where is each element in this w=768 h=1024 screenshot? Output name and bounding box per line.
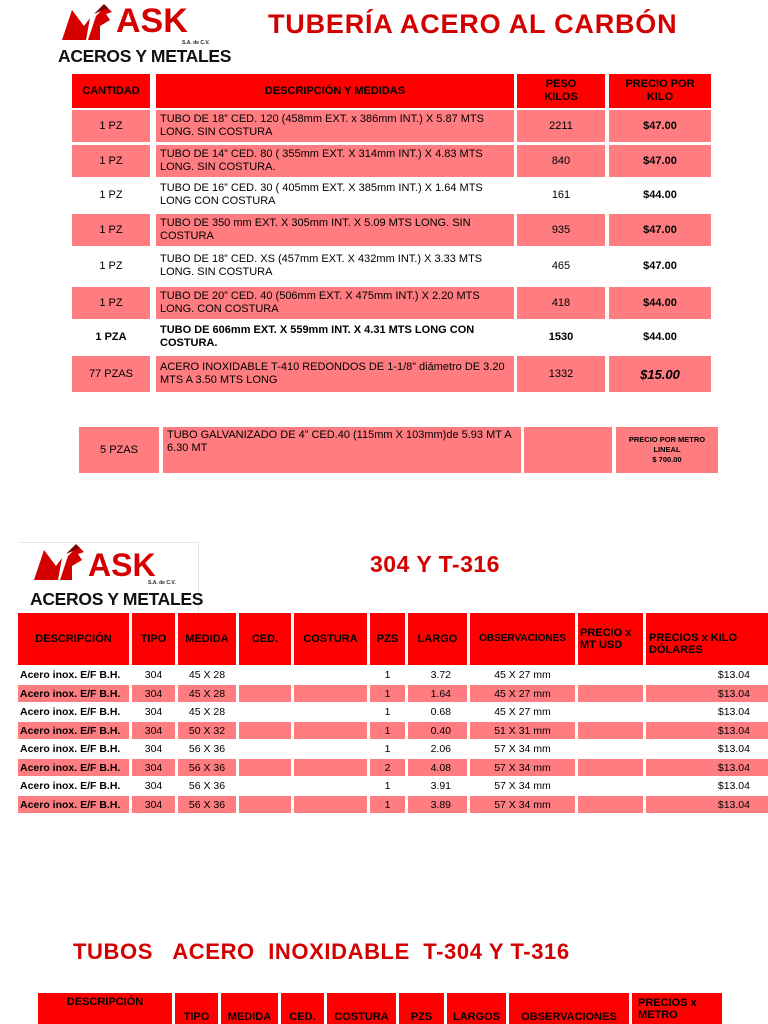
table-row-precio: $44.00 xyxy=(643,330,677,343)
cell-medida: 56 X 36 xyxy=(188,779,226,792)
cell-pzs: 1 xyxy=(370,722,405,739)
table-row-qty: 1 PZ xyxy=(72,287,150,319)
header-tipo: TIPO xyxy=(132,613,175,665)
header-costura: COSTURA xyxy=(327,993,396,1024)
cell-largo: 2.06 xyxy=(430,742,451,755)
table-row-desc xyxy=(156,214,514,246)
cell-costura xyxy=(294,740,367,757)
table-row-precio: $44.00 xyxy=(643,188,677,201)
cell-descripcion: Acero inox. E/F B.H. xyxy=(18,796,129,813)
desc-text: TUBO DE 16” CED. 30 ( 405mm EXT. X 385mm INT.) X 1.64 MTS LONG CON COSTURA xyxy=(160,182,483,207)
cell-largo: 4.08 xyxy=(408,759,467,776)
cell-tipo: 304 xyxy=(132,722,175,739)
cell-observaciones: 45 X 27 mm xyxy=(494,668,551,681)
table-row-qty: 1 PZ xyxy=(72,145,150,177)
cell-pzs: 1 xyxy=(384,779,391,792)
cell-medida: 45 X 28 xyxy=(178,685,236,702)
cell-medida: 56 X 36 xyxy=(188,742,226,755)
cell-pzs: 1 xyxy=(370,796,405,813)
cell-precio-mt xyxy=(578,796,643,813)
table-row-peso: 161 xyxy=(551,188,571,201)
cell-observaciones: 51 X 31 mm xyxy=(470,722,575,739)
galv-row-precio xyxy=(616,427,718,473)
table-row-qty: 77 PZAS xyxy=(72,356,150,392)
header-pzs: PZS xyxy=(370,613,405,665)
table-row-desc xyxy=(156,321,514,353)
header-largo: LARGO xyxy=(408,613,467,665)
cell-descripcion: Acero inox. E/F B.H. xyxy=(18,759,129,776)
table-row-desc xyxy=(156,356,514,392)
cell-observaciones: 57 X 34 mm xyxy=(470,759,575,776)
cell-ced xyxy=(239,722,291,739)
cell-costura xyxy=(294,722,367,739)
cell-medida: 56 X 36 xyxy=(178,796,236,813)
cell-precio-kilo: $13.04 xyxy=(646,759,768,776)
cell-descripcion: Acero inox. E/F B.H. xyxy=(20,705,121,718)
cell-tipo: 304 xyxy=(144,668,163,681)
cell-precio-kilo: $13.04 xyxy=(717,742,750,755)
table-row-qty: 1 PZ xyxy=(72,110,150,142)
cell-observaciones: 57 X 34 mm xyxy=(470,796,575,813)
header-costura: COSTURA xyxy=(294,613,367,665)
desc-text: TUBO DE 20” CED. 40 (506mm EXT. X 475mm INT.) X 2.20 MTS LONG. CON COSTURA xyxy=(160,290,480,315)
company-logo xyxy=(58,2,232,68)
header-cantidad: CANTIDAD xyxy=(72,74,150,108)
section2-title: 304 Y T-316 xyxy=(370,551,500,577)
cell-largo: 3.89 xyxy=(408,796,467,813)
cell-precio-kilo: $13.04 xyxy=(717,705,750,718)
section1-title: TUBERÍA ACERO AL CARBÓN xyxy=(268,9,678,39)
cell-pzs: 1 xyxy=(370,685,405,702)
table-row-peso: 1332 xyxy=(517,356,605,392)
cell-ced xyxy=(239,666,291,683)
table-row-precio: $47.00 xyxy=(609,145,711,177)
table-row-desc xyxy=(156,110,514,142)
header-precio: PRECIO POR KILO xyxy=(609,74,711,108)
cell-tipo: 304 xyxy=(132,796,175,813)
cell-medida: 45 X 28 xyxy=(188,705,226,718)
cell-costura xyxy=(294,759,367,776)
eagle-logo-icon xyxy=(60,4,122,42)
cell-precio-kilo: $13.04 xyxy=(646,685,768,702)
cell-ced xyxy=(239,703,291,720)
cell-costura xyxy=(294,777,367,794)
table-row-precio: $47.00 xyxy=(609,110,711,142)
cell-largo: 0.40 xyxy=(408,722,467,739)
cell-medida: 56 X 36 xyxy=(178,759,236,776)
cell-precio-mt xyxy=(578,666,643,683)
cell-precio-kilo: $13.04 xyxy=(646,722,768,739)
desc-text: TUBO DE 14” CED. 80 ( 355mm EXT. X 314mm INT.) X 4.83 MTS LONG. SIN COSTURA. xyxy=(160,148,483,173)
cell-largo: 1.64 xyxy=(408,685,467,702)
cell-costura xyxy=(294,685,367,702)
cell-pzs: 1 xyxy=(384,742,391,755)
table-row-desc xyxy=(156,287,514,319)
cell-observaciones: 45 X 27 mm xyxy=(470,685,575,702)
table-row-peso: 2211 xyxy=(517,110,605,142)
table-row-peso: 840 xyxy=(517,145,605,177)
cell-precio-mt xyxy=(578,777,643,794)
table-row-precio: $44.00 xyxy=(609,287,711,319)
header-observaciones: OBSERVACIONES xyxy=(470,613,575,665)
table-row-peso: 418 xyxy=(517,287,605,319)
cell-ced xyxy=(239,796,291,813)
desc-text: ACERO INOXIDABLE T-410 REDONDOS DE 1-1/8” diámetro DE 3.20 MTS A 3.50 MTS LONG xyxy=(160,361,505,386)
header-tipo: TIPO xyxy=(175,993,218,1024)
cell-tipo: 304 xyxy=(144,779,163,792)
galv-row-qty: 5 PZAS xyxy=(79,427,159,473)
table-row-desc xyxy=(156,249,514,283)
logo-tagline: ACEROS Y METALES xyxy=(30,589,204,609)
cell-descripcion: Acero inox. E/F B.H. xyxy=(20,742,121,755)
logo-tagline: ACEROS Y METALES xyxy=(58,46,232,66)
cell-precio-mt xyxy=(578,759,643,776)
cell-precio-mt xyxy=(578,703,643,720)
desc-text: TUBO GALVANIZADO DE 4” CED.40 (115mm X 103mm)de 5.93 MT A 6.30 MT xyxy=(167,429,511,454)
cell-observaciones: 57 X 34 mm xyxy=(494,742,551,755)
header-precio-kilo: PRECIOS x KILO DÓLARES xyxy=(646,613,768,665)
header-precio-mt: PRECIO x MT USD xyxy=(578,613,643,665)
cell-observaciones: 57 X 34 mm xyxy=(494,779,551,792)
logo-brand: ASK xyxy=(88,547,156,583)
cell-precio-kilo: $13.04 xyxy=(717,779,750,792)
precio-value: $ 700.00 xyxy=(652,455,682,464)
header-descripcion: DESCRIPCIÓN xyxy=(18,613,129,665)
cell-descripcion: Acero inox. E/F B.H. xyxy=(20,779,121,792)
cell-largo: 0.68 xyxy=(430,705,451,718)
header-descripcion: DESCRIPCIÓN Y MEDIDAS xyxy=(156,74,514,108)
header-peso: PESO KILOS xyxy=(517,74,605,108)
section3-title: TUBOS ACERO INOXIDABLE T-304 Y T-316 xyxy=(73,939,570,964)
cell-precio-mt xyxy=(578,740,643,757)
cell-costura xyxy=(294,796,367,813)
header-descripcion: DESCRIPCIÓN xyxy=(38,993,172,1024)
desc-text: TUBO DE 606mm EXT. X 559mm INT. X 4.31 MTS LONG CON COSTURA. xyxy=(160,324,475,349)
cell-largo: 3.91 xyxy=(430,779,451,792)
cell-precio-mt xyxy=(578,685,643,702)
cell-pzs: 2 xyxy=(370,759,405,776)
table-row-qty: 1 PZ xyxy=(99,188,123,201)
table-row-qty: 1 PZ xyxy=(72,214,150,246)
table-row-precio: $47.00 xyxy=(609,214,711,246)
table-row-qty: 1 PZ xyxy=(99,259,123,272)
cell-medida: 50 X 32 xyxy=(178,722,236,739)
company-logo xyxy=(30,544,204,610)
cell-descripcion: Acero inox. E/F B.H. xyxy=(20,668,121,681)
logo-suffix: S.A. de C.V. xyxy=(182,40,210,46)
desc-text: TUBO DE 350 mm EXT. X 305mm INT. X 5.09 MTS LONG. SIN COSTURA xyxy=(160,217,471,242)
cell-tipo: 304 xyxy=(144,742,163,755)
header-precios-metro: PRECIOS x METRO xyxy=(632,993,722,1024)
galv-row-desc xyxy=(163,427,521,473)
cell-pzs: 1 xyxy=(384,705,391,718)
cell-observaciones: 45 X 27 mm xyxy=(494,705,551,718)
header-largos: LARGOS xyxy=(447,993,506,1024)
desc-text: TUBO DE 18” CED. XS (457mm EXT. X 432mm INT.) X 3.33 MTS LONG. SIN COSTURA xyxy=(160,253,483,278)
cell-ced xyxy=(239,685,291,702)
table-row-precio: $47.00 xyxy=(643,259,677,272)
table-row-precio: $15.00 xyxy=(609,356,711,392)
table-row-peso: 1530 xyxy=(548,330,574,343)
table-row-desc xyxy=(156,145,514,177)
header-ced: CED. xyxy=(239,613,291,665)
header-medida: MEDIDA xyxy=(221,993,278,1024)
cell-ced xyxy=(239,777,291,794)
cell-tipo: 304 xyxy=(132,759,175,776)
table-row-peso: 935 xyxy=(517,214,605,246)
cell-ced xyxy=(239,759,291,776)
cell-precio-kilo: $13.04 xyxy=(646,796,768,813)
eagle-logo-icon xyxy=(32,544,94,582)
desc-text: TUBO DE 18” CED. 120 (458mm EXT. x 386mm INT.) X 5.87 MTS LONG. SIN COSTURA xyxy=(160,113,484,138)
logo-brand: ASK xyxy=(116,2,188,40)
header-ced: CED. xyxy=(281,993,324,1024)
header-medida: MEDIDA xyxy=(178,613,236,665)
cell-pzs: 1 xyxy=(384,668,391,681)
cell-descripcion: Acero inox. E/F B.H. xyxy=(18,685,129,702)
table-row-peso: 465 xyxy=(551,259,571,272)
cell-ced xyxy=(239,740,291,757)
cell-costura xyxy=(294,703,367,720)
header-observaciones: OBSERVACIONES xyxy=(509,993,629,1024)
cell-tipo: 304 xyxy=(132,685,175,702)
precio-label: PRECIO POR METRO LINEAL xyxy=(628,435,706,454)
cell-costura xyxy=(294,666,367,683)
cell-tipo: 304 xyxy=(144,705,163,718)
cell-precio-mt xyxy=(578,722,643,739)
cell-precio-kilo: $13.04 xyxy=(717,668,750,681)
table-row-desc xyxy=(156,179,514,211)
logo-suffix: S.A. de C.V. xyxy=(148,580,176,586)
table-row-qty: 1 PZA xyxy=(95,330,127,343)
cell-descripcion: Acero inox. E/F B.H. xyxy=(18,722,129,739)
cell-largo: 3.72 xyxy=(430,668,451,681)
header-pzs: PZS xyxy=(399,993,444,1024)
cell-medida: 45 X 28 xyxy=(188,668,226,681)
galv-row-peso xyxy=(524,427,612,473)
